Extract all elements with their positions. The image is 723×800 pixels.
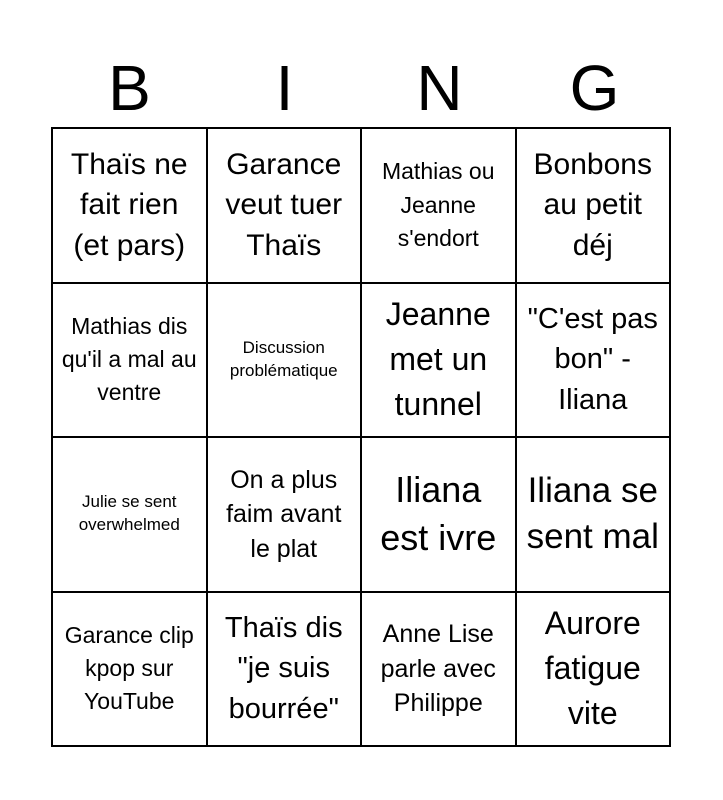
bingo-cell[interactable] xyxy=(362,593,517,748)
bingo-cell[interactable] xyxy=(517,284,672,439)
bingo-cell-text: Bonbons au petit déj xyxy=(533,147,652,262)
bingo-cell-text: Garance clip kpop sur YouTube xyxy=(64,621,194,715)
bingo-cell-text: On a plus faim avant le plat xyxy=(226,465,342,563)
header-letter-i: I xyxy=(275,52,294,124)
bingo-cell[interactable] xyxy=(208,438,363,593)
bingo-cell[interactable] xyxy=(53,284,208,439)
bingo-cell-text: Mathias ou Jeanne s'endort xyxy=(381,158,495,251)
bingo-cell[interactable] xyxy=(208,129,363,284)
bingo-cell-text: Iliana se sent mal xyxy=(526,470,659,557)
bingo-cell-text: Anne Lise parle avec Philippe xyxy=(380,620,496,717)
bingo-cell-text: "C'est pas bon" - Iliana xyxy=(527,302,658,417)
bingo-cell-text: Aurore fatigue vite xyxy=(544,604,641,732)
header-letter-g: G xyxy=(569,52,620,124)
bingo-cell[interactable] xyxy=(517,438,672,593)
bingo-cell[interactable] xyxy=(362,438,517,593)
bingo-cell-text: Iliana est ivre xyxy=(380,468,497,559)
bingo-cell-text: Jeanne met un tunnel xyxy=(385,295,491,423)
bingo-cell[interactable] xyxy=(362,129,517,284)
bingo-cell-text: Garance veut tuer Thaïs xyxy=(225,147,343,262)
bingo-cell[interactable] xyxy=(208,284,363,439)
bingo-cell[interactable] xyxy=(53,438,208,593)
bingo-cell[interactable] xyxy=(517,593,672,748)
bingo-cell-text: Thaïs dis "je suis bourrée" xyxy=(224,611,343,726)
bingo-cell-text: Mathias dis qu'il a mal au ventre xyxy=(61,312,197,406)
bingo-board xyxy=(51,127,671,747)
bingo-cell[interactable] xyxy=(53,129,208,284)
bingo-cell-text: Thaïs ne fait rien (et pars) xyxy=(70,147,188,262)
bingo-cell[interactable] xyxy=(517,129,672,284)
bingo-cell-text: Julie se sent overwhelmed xyxy=(78,492,180,535)
header-letter-n: N xyxy=(416,52,463,124)
bingo-header xyxy=(52,48,672,128)
header-letter-b: B xyxy=(108,52,151,124)
bingo-cell-text: Discussion problématique xyxy=(229,337,338,380)
bingo-cell[interactable] xyxy=(362,284,517,439)
bingo-cell[interactable] xyxy=(53,593,208,748)
bingo-cell[interactable] xyxy=(208,593,363,748)
